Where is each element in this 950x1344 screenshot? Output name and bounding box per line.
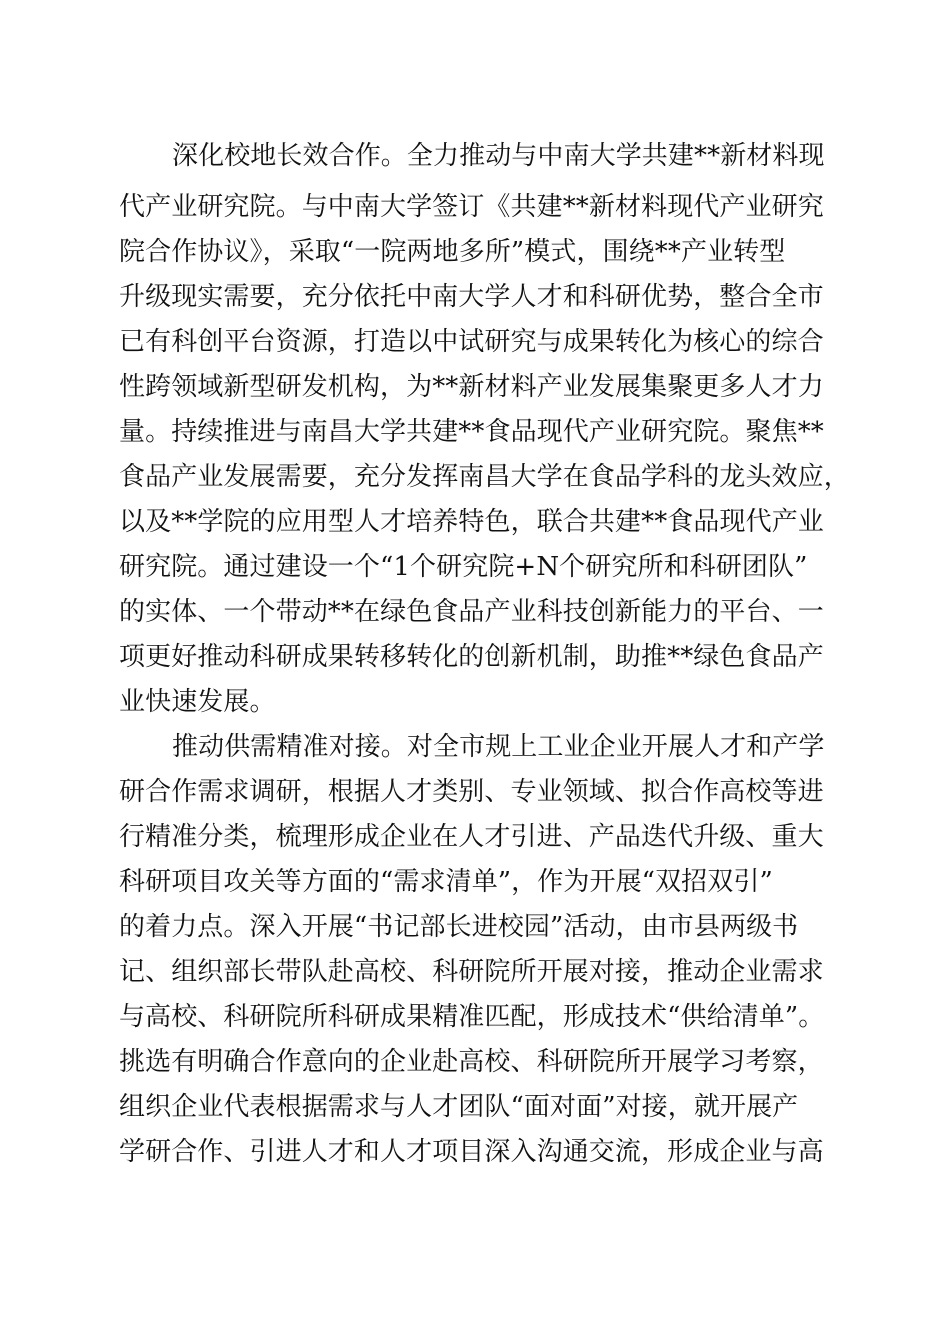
paragraph-1-line: 升级现实需要，充分依托中南大学人才和科研优势，整合全市 bbox=[119, 282, 824, 312]
paragraph-1-line: 深化校地长效合作。全力推动与中南大学共建**新材料现 bbox=[172, 141, 825, 171]
paragraph-1-line: 已有科创平台资源，打造以中试研究与成果转化为核心的综合 bbox=[119, 327, 824, 357]
paragraph-1-line: 性跨领域新型研发机构，为**新材料产业发展集聚更多人才力 bbox=[119, 372, 824, 402]
paragraph-2-line: 行精准分类，梳理形成企业在人才引进、产品迭代升级、重大 bbox=[119, 822, 824, 852]
paragraph-2-line: 推动供需精准对接。对全市规上工业企业开展人才和产学 bbox=[172, 732, 825, 762]
paragraph-1-line: 研究院。通过建设一个“1个研究院+N个研究所和科研团队” bbox=[119, 552, 808, 582]
paragraph-1-line: 代产业研究院。与中南大学签订《共建**新材料现代产业研究 bbox=[119, 192, 824, 222]
paragraph-1-line: 业快速发展。 bbox=[119, 687, 276, 717]
paragraph-1-line: 院合作协议》，采取“一院两地多所”模式，围绕**产业转型 bbox=[119, 237, 786, 267]
paragraph-1-line: 以及**学院的应用型人才培养特色，联合共建**食品现代产业 bbox=[119, 507, 824, 537]
paragraph-2-line: 学研合作、引进人才和人才项目深入沟通交流，形成企业与高 bbox=[119, 1137, 824, 1167]
paragraph-1-line: 项更好推动科研成果转移转化的创新机制，助推**绿色食品产 bbox=[119, 642, 824, 672]
paragraph-1-line: 的实体、一个带动**在绿色食品产业科技创新能力的平台、一 bbox=[119, 597, 824, 627]
paragraph-2-line: 挑选有明确合作意向的企业赴高校、科研院所开展学习考察， bbox=[119, 1047, 824, 1077]
paragraph-1-line: 食品产业发展需要，充分发挥南昌大学在食品学科的龙头效应， bbox=[119, 462, 850, 492]
paragraph-2-line: 研合作需求调研，根据人才类别、专业领域、拟合作高校等进 bbox=[119, 777, 824, 807]
paragraph-2-line: 与高校、科研院所科研成果精准匹配，形成技术“供给清单”。 bbox=[119, 1002, 825, 1032]
paragraph-2-line: 组织企业代表根据需求与人才团队“面对面”对接，就开展产 bbox=[119, 1092, 799, 1122]
paragraph-1-line: 量。持续推进与南昌大学共建**食品现代产业研究院。聚焦** bbox=[119, 417, 824, 447]
paragraph-2-line: 的着力点。深入开展“书记部长进校园”活动，由市县两级书 bbox=[119, 912, 799, 942]
paragraph-2-line: 科研项目攻关等方面的“需求清单”，作为开展“双招双引” bbox=[119, 867, 773, 897]
paragraph-2-line: 记、组织部长带队赴高校、科研院所开展对接，推动企业需求 bbox=[119, 957, 824, 987]
